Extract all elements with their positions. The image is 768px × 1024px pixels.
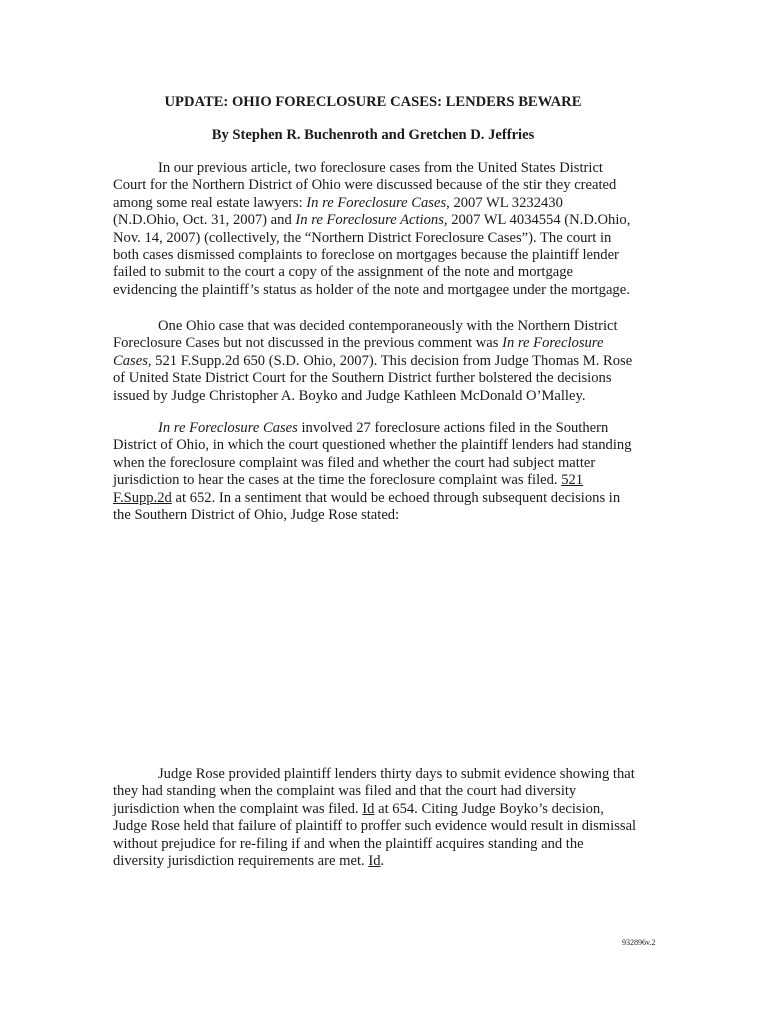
block-quote [158, 543, 633, 752]
quote-line [158, 682, 633, 699]
document-title: UPDATE: OHIO FORECLOSURE CASES: LENDERS BEWARE [164, 94, 582, 110]
paragraph-line: Judge Rose provided plaintiff lenders thirty days to submit evidence showing that [158, 766, 635, 782]
quote-line [158, 647, 633, 664]
paragraph-line: they had standing when the complaint was filed and that the court had diversity [113, 783, 577, 800]
text-run: . [380, 852, 385, 869]
text-run: among some real estate lawyers: [113, 194, 307, 211]
paragraph-line: the Southern District of Ohio, Judge Rose stated: [113, 506, 400, 523]
case-name: In re Foreclosure [502, 335, 604, 352]
case-name: In re Foreclosure Actions [295, 212, 444, 229]
paragraph-line [113, 335, 633, 352]
text-run: (N.D.Ohio, Oct. 31, 2007) and [113, 212, 296, 229]
paragraph-1 [113, 160, 633, 299]
paragraph-line: Nov. 14, 2007) (collectively, the “Northern District Foreclosure Cases”). The court in [113, 229, 612, 246]
text-run: jurisdiction to hear the cases at the time the foreclosure complaint was filed. [113, 472, 562, 489]
paragraph-line: both cases dismissed complaints to foreclose on mortgages because the plaintiff lender [113, 246, 619, 263]
citation: F.Supp.2d [113, 489, 172, 506]
paragraph-line [113, 490, 633, 507]
paragraph-line: of United State District Court for the Southern District further bolstered the decisions [113, 370, 612, 387]
document-version-id: 932896v.2 [622, 938, 656, 947]
text-run: , 2007 WL 3232430 [446, 194, 563, 211]
citation: Id [368, 852, 381, 869]
paragraph-line: failed to submit to the court a copy of the assignment of the note and mortgage [113, 264, 573, 281]
text-run: , 521 F.Supp.2d 650 (S.D. Ohio, 2007). This decision from Judge Thomas M. Rose [147, 352, 633, 369]
text-run: at 652. In a sentiment that would be echoed through subsequent decisions in [171, 489, 621, 506]
case-name: In re Foreclosure Cases [158, 420, 298, 436]
text-run: Foreclosure Cases but not discussed in the previous comment was [113, 335, 503, 352]
quote-line [158, 560, 633, 577]
paragraph-line [113, 420, 633, 437]
paragraph-line: Court for the Northern District of Ohio were discussed because of the stir they created [113, 177, 617, 194]
paragraph-line [113, 801, 633, 818]
text-run: at 654. Citing Judge Boyko’s decision, [374, 800, 604, 817]
quote-line [158, 734, 633, 751]
quote-line [158, 717, 633, 734]
paragraph-line [113, 212, 633, 229]
document-byline: By Stephen R. Buchenroth and Gretchen D. Jeffries [211, 127, 535, 143]
citation: Id [362, 800, 375, 817]
paragraph-line: In our previous article, two foreclosure cases from the United States District [158, 160, 603, 176]
paragraph-line [113, 195, 633, 212]
paragraph-line: One Ohio case that was decided contemporaneously with the Northern District [158, 318, 618, 334]
text-run: involved 27 foreclosure actions filed in the Southern [297, 420, 609, 436]
paragraph-line: Judge Rose held that failure of plaintiff to proffer such evidence would result in dismissal [113, 818, 637, 835]
quote-line [158, 700, 633, 717]
paragraph-line: District of Ohio, in which the court questioned whether the plaintiff lenders had standing [113, 437, 632, 454]
citation: 521 [561, 472, 584, 489]
paragraph-line: without prejudice for re-filing if and when the plaintiff acquires standing and the [113, 835, 584, 852]
case-name: In re Foreclosure Cases [306, 194, 447, 211]
quote-line [158, 595, 633, 612]
quote-line [158, 630, 633, 647]
paragraph-3 [113, 420, 633, 524]
quote-line [158, 543, 633, 560]
paragraph-line: evidencing the plaintiff’s status as holder of the note and mortgagee under the mortgage. [113, 281, 630, 298]
paragraph-2 [113, 318, 633, 405]
paragraph-4 [113, 766, 637, 870]
quote-line [158, 613, 633, 630]
quote-line [158, 578, 633, 595]
text-run: jurisdiction when the complaint was filed. [113, 800, 363, 817]
paragraph-line: issued by Judge Christopher A. Boyko and Judge Kathleen McDonald O’Malley. [113, 387, 586, 404]
paragraph-line [113, 472, 633, 489]
paragraph-line [113, 353, 633, 370]
text-run: , 2007 WL 4034554 (N.D.Ohio, [443, 212, 631, 229]
quote-line [158, 665, 633, 682]
paragraph-line [113, 853, 633, 870]
paragraph-line: when the foreclosure complaint was filed and whether the court had subject matter [113, 454, 596, 471]
case-name: Cases [113, 352, 148, 369]
text-run: diversity jurisdiction requirements are met. [113, 852, 369, 869]
